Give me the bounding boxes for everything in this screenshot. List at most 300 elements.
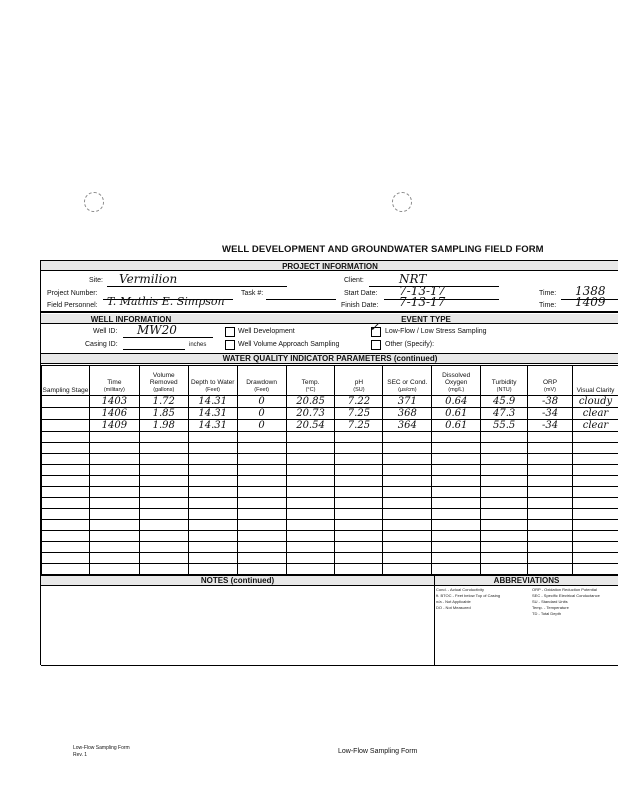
wq-cell[interactable]: 0.64 bbox=[432, 396, 481, 408]
wq-cell[interactable] bbox=[286, 498, 335, 509]
wq-cell[interactable] bbox=[572, 553, 618, 564]
wq-cell[interactable] bbox=[335, 542, 383, 553]
wq-cell[interactable] bbox=[432, 520, 481, 531]
wq-row bbox=[42, 396, 618, 408]
wq-row bbox=[42, 531, 618, 542]
wq-cell[interactable] bbox=[188, 487, 237, 498]
wq-cell[interactable] bbox=[139, 487, 188, 498]
abbreviation-item: SEC - Specific Electrical Conductance bbox=[532, 593, 600, 598]
wq-cell[interactable] bbox=[432, 432, 481, 443]
footer-center: Low-Flow Sampling Form bbox=[338, 748, 418, 755]
wq-cell[interactable] bbox=[383, 531, 432, 542]
wq-cell[interactable] bbox=[528, 564, 573, 575]
wq-column-header bbox=[383, 366, 432, 396]
wq-cell[interactable] bbox=[528, 509, 573, 520]
wq-cell[interactable] bbox=[139, 542, 188, 553]
abbreviations-header: ABBREVIATIONS bbox=[493, 576, 560, 585]
wq-column-name: Visual Clarity bbox=[576, 386, 615, 394]
wq-cell[interactable] bbox=[383, 564, 432, 575]
start-time-value[interactable]: 1388 bbox=[575, 284, 606, 298]
wq-column-name: Time bbox=[107, 379, 122, 386]
wq-cell[interactable] bbox=[335, 498, 383, 509]
wq-cell[interactable] bbox=[481, 531, 528, 542]
wq-cell[interactable] bbox=[432, 498, 481, 509]
wq-column-header bbox=[528, 366, 573, 396]
wq-cell[interactable]: 14.31 bbox=[188, 396, 237, 408]
wq-cell[interactable] bbox=[572, 531, 618, 542]
wq-cell[interactable]: 1.72 bbox=[139, 396, 188, 408]
wq-table bbox=[41, 365, 618, 586]
wq-cell[interactable] bbox=[139, 553, 188, 564]
wq-cell[interactable]: -34 bbox=[528, 420, 573, 432]
low-flow-label: Low-Flow / Low Stress Sampling bbox=[385, 328, 487, 335]
start-time-label: Time: bbox=[539, 290, 557, 297]
wq-cell[interactable] bbox=[188, 553, 237, 564]
wq-cell[interactable] bbox=[42, 564, 90, 575]
wq-cell[interactable]: -38 bbox=[528, 396, 573, 408]
wq-cell[interactable] bbox=[139, 531, 188, 542]
wq-cell[interactable] bbox=[432, 542, 481, 553]
wq-cell[interactable] bbox=[335, 476, 383, 487]
well-development-label: Well Development bbox=[238, 328, 295, 335]
wq-cell[interactable] bbox=[188, 509, 237, 520]
finish-date-label: Finish Date: bbox=[341, 302, 379, 309]
wq-cell[interactable] bbox=[42, 487, 90, 498]
finish-time-label: Time: bbox=[539, 302, 557, 309]
wq-cell[interactable]: cloudy bbox=[572, 396, 618, 408]
footer-left-line2: Rev. 1 bbox=[73, 752, 88, 758]
wq-cell[interactable] bbox=[237, 465, 286, 476]
wq-column-name: Drawdown bbox=[246, 379, 277, 386]
wq-cell[interactable] bbox=[188, 498, 237, 509]
wq-cell[interactable]: 7.25 bbox=[335, 420, 383, 432]
wq-cell[interactable]: 14.31 bbox=[188, 408, 237, 420]
wq-cell[interactable] bbox=[528, 542, 573, 553]
wq-cell[interactable] bbox=[383, 465, 432, 476]
wq-cell[interactable] bbox=[383, 509, 432, 520]
wq-cell[interactable] bbox=[188, 454, 237, 465]
wq-cell[interactable] bbox=[432, 531, 481, 542]
wq-cell[interactable]: 45.9 bbox=[481, 396, 528, 408]
wq-cell[interactable] bbox=[237, 487, 286, 498]
task-underline bbox=[266, 299, 336, 300]
wq-cell[interactable] bbox=[335, 487, 383, 498]
wq-cell[interactable] bbox=[335, 553, 383, 564]
wq-column-unit: (mg/L) bbox=[448, 386, 465, 393]
wq-cell[interactable] bbox=[237, 454, 286, 465]
wq-column-unit: (°C) bbox=[305, 386, 316, 393]
abbreviation-item: ORP - Oxidation Reduction Potential bbox=[532, 587, 597, 592]
wq-cell[interactable] bbox=[89, 487, 139, 498]
wq-cell[interactable]: 0 bbox=[237, 420, 286, 432]
project-number-label: Project Number: bbox=[47, 290, 98, 297]
finish-date-value[interactable]: 7-13-17 bbox=[399, 295, 446, 309]
client-value[interactable]: NRT bbox=[399, 272, 427, 286]
wq-cell[interactable]: 7.22 bbox=[335, 396, 383, 408]
abbreviations-area bbox=[434, 575, 618, 666]
wq-cell[interactable]: 1403 bbox=[89, 396, 139, 408]
wq-cell[interactable] bbox=[237, 498, 286, 509]
wq-cell[interactable] bbox=[42, 420, 90, 432]
wq-cell[interactable] bbox=[481, 443, 528, 454]
wq-cell[interactable] bbox=[237, 432, 286, 443]
wq-cell[interactable] bbox=[188, 542, 237, 553]
wq-cell[interactable] bbox=[432, 465, 481, 476]
abbreviation-item: Cond. - Actual Conductivity bbox=[436, 587, 485, 592]
other-checkbox[interactable] bbox=[371, 340, 381, 350]
wq-cell[interactable]: 364 bbox=[383, 420, 432, 432]
wq-column-header bbox=[432, 366, 481, 396]
form-title: WELL DEVELOPMENT AND GROUNDWATER SAMPLING FIELD FORM bbox=[222, 244, 544, 255]
wq-column-header bbox=[286, 366, 335, 396]
wq-column-header bbox=[42, 366, 90, 396]
well-info-header: WELL INFORMATION bbox=[90, 315, 172, 324]
wq-cell[interactable] bbox=[139, 520, 188, 531]
wq-column-name: pH bbox=[354, 379, 364, 386]
wq-cell[interactable] bbox=[383, 553, 432, 564]
wq-cell[interactable]: 0.61 bbox=[432, 408, 481, 420]
wq-column-name: SEC or Cond. bbox=[387, 379, 428, 386]
wq-cell[interactable]: 0 bbox=[237, 396, 286, 408]
wq-cell[interactable] bbox=[286, 432, 335, 443]
wq-cell[interactable] bbox=[481, 465, 528, 476]
wq-cell[interactable]: 0.61 bbox=[432, 420, 481, 432]
wq-cell[interactable] bbox=[188, 443, 237, 454]
wq-cell[interactable] bbox=[383, 443, 432, 454]
field-personnel-label: Field Personnel: bbox=[47, 302, 98, 309]
wq-column-name: ORP bbox=[542, 379, 558, 386]
wq-cell[interactable] bbox=[335, 564, 383, 575]
wq-cell[interactable] bbox=[572, 509, 618, 520]
wq-cell[interactable] bbox=[335, 443, 383, 454]
wq-cell[interactable] bbox=[188, 531, 237, 542]
wq-column-name: Dissolved Oxygen bbox=[442, 371, 471, 386]
wq-cell[interactable]: 55.5 bbox=[481, 420, 528, 432]
wq-row bbox=[42, 553, 618, 564]
wq-cell[interactable] bbox=[188, 432, 237, 443]
wq-cell[interactable] bbox=[42, 408, 90, 420]
footer-left-line1: Low-Flow Sampling Form bbox=[73, 745, 130, 751]
wq-cell[interactable] bbox=[42, 498, 90, 509]
wq-column-unit: (µs/cm) bbox=[398, 386, 417, 393]
wq-cell[interactable] bbox=[42, 432, 90, 443]
wq-header: WATER QUALITY INDICATOR PARAMETERS (continued) bbox=[222, 354, 438, 363]
wq-cell[interactable] bbox=[335, 520, 383, 531]
wq-row bbox=[42, 509, 618, 520]
wq-cell[interactable] bbox=[432, 553, 481, 564]
wq-cell[interactable] bbox=[432, 454, 481, 465]
wq-cell[interactable] bbox=[572, 520, 618, 531]
wq-row bbox=[42, 432, 618, 443]
wq-cell[interactable] bbox=[383, 520, 432, 531]
project-info-header: PROJECT INFORMATION bbox=[282, 262, 378, 271]
wq-cell[interactable] bbox=[286, 443, 335, 454]
wq-cell[interactable] bbox=[42, 509, 90, 520]
wq-cell[interactable] bbox=[237, 553, 286, 564]
wq-cell[interactable] bbox=[139, 498, 188, 509]
well-id-underline bbox=[123, 337, 213, 338]
wq-cell[interactable]: 20.85 bbox=[286, 396, 335, 408]
wq-cell[interactable] bbox=[237, 520, 286, 531]
wq-cell[interactable] bbox=[42, 553, 90, 564]
wq-cell[interactable] bbox=[42, 542, 90, 553]
wq-column-unit: (Feet) bbox=[254, 386, 269, 393]
site-value[interactable]: Vermilion bbox=[119, 272, 178, 286]
wq-row bbox=[42, 476, 618, 487]
casing-id-underline bbox=[123, 349, 185, 350]
wq-cell[interactable] bbox=[89, 509, 139, 520]
wq-cell[interactable] bbox=[383, 454, 432, 465]
wq-column-name: Sampling Stage bbox=[42, 386, 89, 394]
wq-column-header bbox=[89, 366, 139, 396]
wq-column-header bbox=[139, 366, 188, 396]
wq-row bbox=[42, 487, 618, 498]
wq-cell[interactable] bbox=[528, 498, 573, 509]
field-personnel-value[interactable]: T. Mathis E. Simpson bbox=[107, 295, 225, 308]
wq-cell[interactable] bbox=[432, 476, 481, 487]
wq-cell[interactable]: 1409 bbox=[89, 420, 139, 432]
wq-cell[interactable] bbox=[383, 498, 432, 509]
wq-column-unit: (NTU) bbox=[496, 386, 512, 393]
wq-cell[interactable] bbox=[572, 465, 618, 476]
wq-cell[interactable] bbox=[237, 564, 286, 575]
wq-cell[interactable] bbox=[335, 432, 383, 443]
wq-cell[interactable] bbox=[528, 553, 573, 564]
wq-cell[interactable] bbox=[528, 432, 573, 443]
wq-cell[interactable]: 1.98 bbox=[139, 420, 188, 432]
wq-cell[interactable] bbox=[286, 487, 335, 498]
wq-cell[interactable]: -34 bbox=[528, 408, 573, 420]
wq-cell[interactable] bbox=[286, 454, 335, 465]
wq-cell[interactable] bbox=[139, 443, 188, 454]
punch-hole-left bbox=[84, 192, 104, 212]
wq-cell[interactable] bbox=[89, 553, 139, 564]
well-development-checkbox[interactable] bbox=[225, 327, 235, 337]
wq-cell[interactable] bbox=[572, 564, 618, 575]
wq-cell[interactable] bbox=[286, 476, 335, 487]
wq-cell[interactable] bbox=[42, 396, 90, 408]
wq-cell[interactable] bbox=[139, 454, 188, 465]
wq-cell[interactable] bbox=[286, 542, 335, 553]
wq-cell[interactable] bbox=[139, 509, 188, 520]
wq-header-row bbox=[42, 366, 618, 396]
site-label: Site: bbox=[89, 277, 104, 284]
wq-column-name: Temp. bbox=[301, 379, 320, 386]
wq-row bbox=[42, 465, 618, 476]
abbreviation-item: SU - Standard Units bbox=[532, 599, 568, 604]
wq-row bbox=[42, 408, 618, 420]
wq-column-unit: (SU) bbox=[353, 386, 365, 393]
wq-cell[interactable] bbox=[237, 443, 286, 454]
wq-row bbox=[42, 443, 618, 454]
notes-header: NOTES (continued) bbox=[200, 576, 275, 585]
wq-cell[interactable] bbox=[89, 498, 139, 509]
wq-cell[interactable] bbox=[335, 531, 383, 542]
wq-row bbox=[42, 564, 618, 575]
well-id-value[interactable]: MW20 bbox=[137, 323, 177, 337]
wq-column-header bbox=[572, 366, 618, 396]
wq-cell[interactable]: clear bbox=[572, 408, 618, 420]
wq-cell[interactable] bbox=[286, 553, 335, 564]
wq-cell[interactable]: 1406 bbox=[89, 408, 139, 420]
abbreviation-item: DO - Not Measured bbox=[436, 605, 471, 610]
wq-cell[interactable] bbox=[383, 432, 432, 443]
wq-cell[interactable] bbox=[89, 564, 139, 575]
wq-cell[interactable] bbox=[286, 520, 335, 531]
wq-cell[interactable]: 7.25 bbox=[335, 408, 383, 420]
wq-cell[interactable] bbox=[89, 465, 139, 476]
wq-column-header bbox=[335, 366, 383, 396]
field-form bbox=[40, 260, 618, 665]
wq-cell[interactable] bbox=[139, 564, 188, 575]
wq-cell[interactable] bbox=[481, 454, 528, 465]
casing-unit: inches bbox=[189, 342, 207, 348]
task-label: Task #: bbox=[241, 290, 264, 297]
other-label: Other (Specify): bbox=[385, 341, 435, 348]
wq-cell[interactable] bbox=[528, 465, 573, 476]
punch-hole-right bbox=[392, 192, 412, 212]
event-type-header: EVENT TYPE bbox=[401, 315, 451, 324]
wq-column-unit: (mV) bbox=[544, 386, 556, 393]
wq-column-header bbox=[481, 366, 528, 396]
wq-cell[interactable] bbox=[528, 443, 573, 454]
well-id-label: Well ID: bbox=[93, 328, 118, 335]
start-date-label: Start Date: bbox=[344, 290, 378, 297]
casing-id-label: Casing ID: bbox=[85, 341, 118, 348]
wq-row bbox=[42, 420, 618, 432]
notes-area[interactable] bbox=[41, 575, 435, 666]
wq-cell[interactable] bbox=[237, 542, 286, 553]
wq-cell[interactable] bbox=[42, 476, 90, 487]
wq-cell[interactable] bbox=[188, 465, 237, 476]
wq-cell[interactable] bbox=[481, 432, 528, 443]
wq-cell[interactable] bbox=[89, 476, 139, 487]
well-volume-label: Well Volume Approach Sampling bbox=[238, 341, 340, 348]
wq-cell[interactable] bbox=[237, 531, 286, 542]
finish-time-value[interactable]: 1409 bbox=[575, 295, 606, 309]
wq-cell[interactable]: 47.3 bbox=[481, 408, 528, 420]
wq-cell[interactable] bbox=[42, 531, 90, 542]
wq-cell[interactable] bbox=[139, 432, 188, 443]
wq-cell[interactable] bbox=[286, 509, 335, 520]
wq-cell[interactable] bbox=[572, 542, 618, 553]
wq-cell[interactable]: 20.73 bbox=[286, 408, 335, 420]
wq-cell[interactable] bbox=[188, 520, 237, 531]
wq-column-name: Depth to Water bbox=[190, 379, 235, 386]
wq-cell[interactable] bbox=[572, 443, 618, 454]
wq-cell[interactable] bbox=[383, 487, 432, 498]
wq-cell[interactable] bbox=[89, 432, 139, 443]
wq-cell[interactable] bbox=[432, 564, 481, 575]
wq-cell[interactable] bbox=[89, 443, 139, 454]
wq-cell[interactable] bbox=[89, 454, 139, 465]
wq-cell[interactable] bbox=[481, 564, 528, 575]
wq-cell[interactable] bbox=[481, 553, 528, 564]
wq-cell[interactable] bbox=[481, 509, 528, 520]
wq-cell[interactable] bbox=[572, 432, 618, 443]
wq-row bbox=[42, 498, 618, 509]
wq-cell[interactable] bbox=[481, 487, 528, 498]
wq-cell[interactable] bbox=[481, 498, 528, 509]
wq-cell[interactable] bbox=[481, 520, 528, 531]
wq-column-header bbox=[188, 366, 237, 396]
wq-cell[interactable]: clear bbox=[572, 420, 618, 432]
wq-cell[interactable] bbox=[432, 443, 481, 454]
abbreviation-item: TD - Total Depth bbox=[532, 611, 562, 616]
project-divider bbox=[41, 311, 618, 313]
wq-cell[interactable] bbox=[528, 454, 573, 465]
wq-cell[interactable] bbox=[572, 487, 618, 498]
wq-cell[interactable]: 1.85 bbox=[139, 408, 188, 420]
wq-cell[interactable] bbox=[42, 465, 90, 476]
wq-cell[interactable]: 20.54 bbox=[286, 420, 335, 432]
wq-cell[interactable] bbox=[572, 476, 618, 487]
wq-row bbox=[42, 542, 618, 553]
wq-row bbox=[42, 454, 618, 465]
wq-row bbox=[42, 520, 618, 531]
start-date-value[interactable]: 7-13-17 bbox=[399, 284, 446, 298]
wq-cell[interactable]: 14.31 bbox=[188, 420, 237, 432]
wq-cell[interactable] bbox=[335, 465, 383, 476]
wq-cell[interactable] bbox=[432, 509, 481, 520]
wq-cell[interactable] bbox=[237, 476, 286, 487]
low-flow-check-mark: ✓ bbox=[369, 320, 380, 335]
wq-cell[interactable] bbox=[89, 531, 139, 542]
wq-cell[interactable] bbox=[188, 564, 237, 575]
wq-cell[interactable] bbox=[286, 564, 335, 575]
wq-cell[interactable] bbox=[335, 509, 383, 520]
wq-cell[interactable] bbox=[335, 454, 383, 465]
wq-cell[interactable] bbox=[188, 476, 237, 487]
wq-cell[interactable] bbox=[42, 520, 90, 531]
wq-cell[interactable] bbox=[481, 542, 528, 553]
well-volume-checkbox[interactable] bbox=[225, 340, 235, 350]
wq-cell[interactable] bbox=[42, 454, 90, 465]
client-label: Client: bbox=[344, 277, 364, 284]
wq-cell[interactable] bbox=[572, 454, 618, 465]
abbreviation-item: Temp. - Temperature bbox=[532, 605, 569, 610]
wq-column-name: Turbidity bbox=[491, 379, 517, 386]
wq-column-unit: (Feet) bbox=[205, 386, 221, 393]
wq-column-unit: (military) bbox=[103, 386, 125, 393]
wq-cell[interactable] bbox=[383, 476, 432, 487]
wq-cell[interactable] bbox=[139, 465, 188, 476]
wq-cell[interactable]: 368 bbox=[383, 408, 432, 420]
wq-cell[interactable] bbox=[286, 531, 335, 542]
wq-cell[interactable] bbox=[89, 520, 139, 531]
wq-cell[interactable] bbox=[528, 476, 573, 487]
wq-cell[interactable]: 371 bbox=[383, 396, 432, 408]
wq-cell[interactable] bbox=[237, 509, 286, 520]
wq-cell[interactable] bbox=[528, 487, 573, 498]
wq-cell[interactable] bbox=[481, 476, 528, 487]
wq-cell[interactable] bbox=[383, 542, 432, 553]
wq-cell[interactable] bbox=[528, 531, 573, 542]
wq-cell[interactable] bbox=[286, 465, 335, 476]
wq-cell[interactable] bbox=[89, 542, 139, 553]
wq-cell[interactable]: 0 bbox=[237, 408, 286, 420]
wq-cell[interactable] bbox=[42, 443, 90, 454]
wq-cell[interactable] bbox=[139, 476, 188, 487]
wq-cell[interactable] bbox=[432, 487, 481, 498]
abbreviation-item: ft. BTOC - Feet below Top of Casing bbox=[436, 593, 501, 598]
wq-cell[interactable] bbox=[572, 498, 618, 509]
site-underline bbox=[107, 286, 287, 287]
wq-column-unit: (gallons) bbox=[153, 386, 175, 393]
abbreviation-item: n/a - Not Applicable bbox=[436, 599, 471, 604]
wq-cell[interactable] bbox=[528, 520, 573, 531]
wq-column-header bbox=[237, 366, 286, 396]
